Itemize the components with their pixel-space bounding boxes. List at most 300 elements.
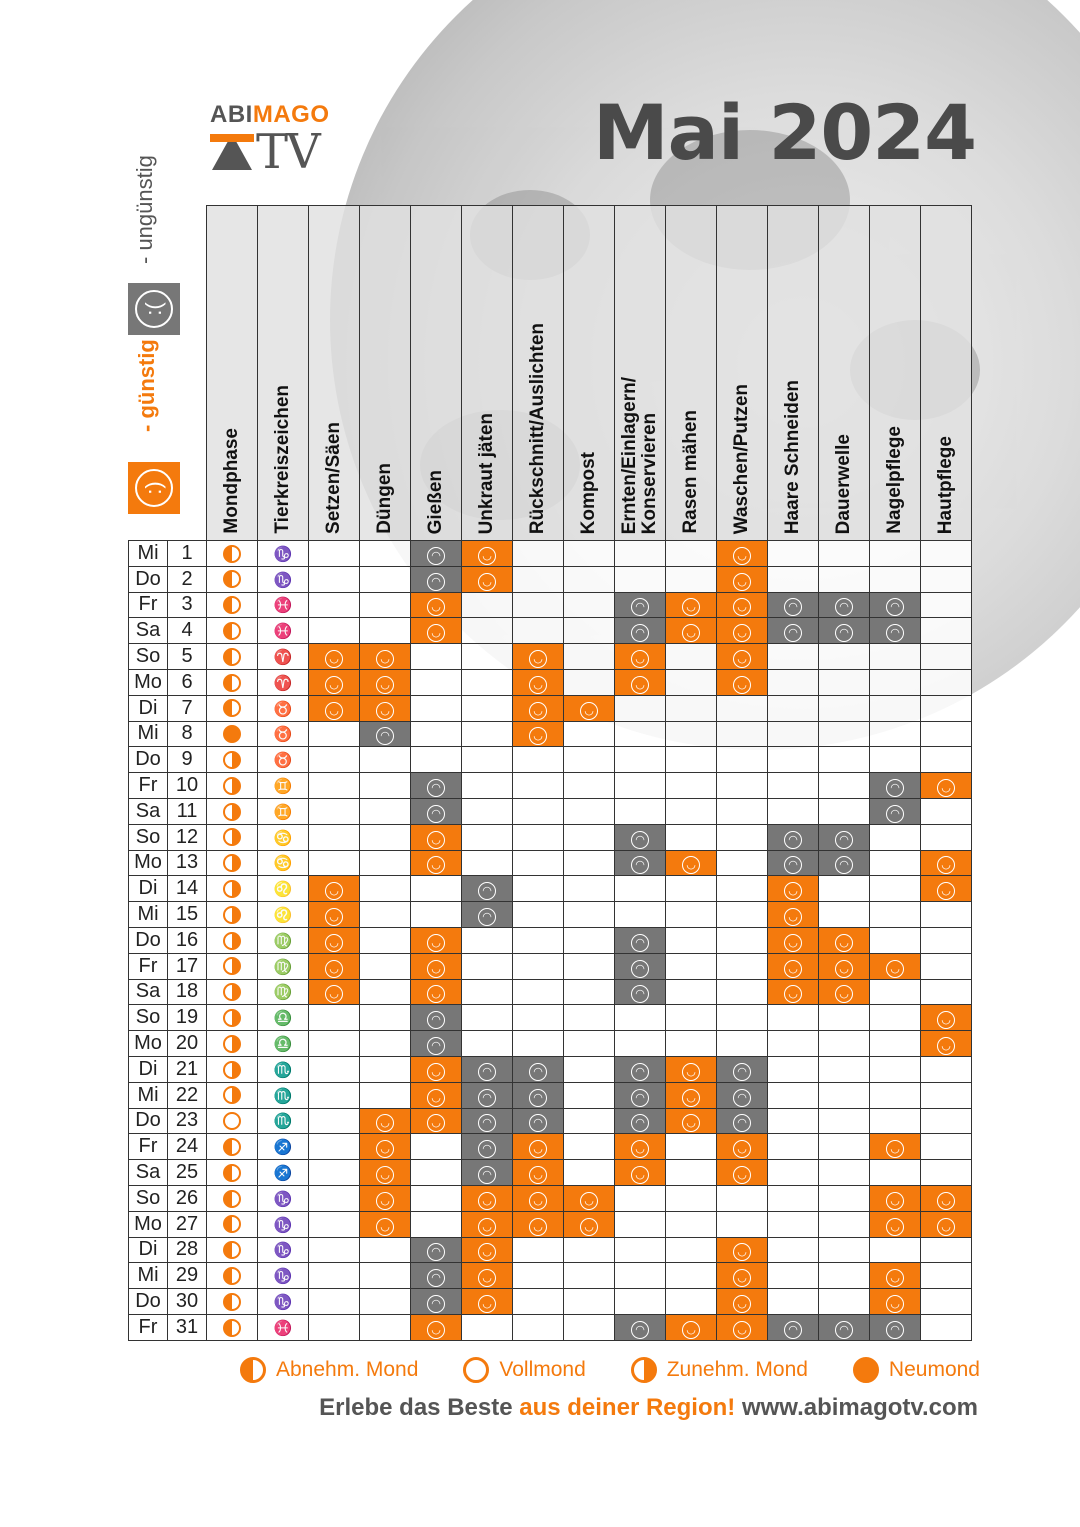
- zodiac-cell: [258, 1289, 309, 1315]
- favorable-cell: [513, 695, 564, 721]
- empty-cell: [564, 541, 615, 567]
- unfavorable-cell: [411, 773, 462, 799]
- column-header-label: Waschen/Putzen: [731, 383, 752, 534]
- empty-cell: [309, 1237, 360, 1263]
- empty-cell: [462, 798, 513, 824]
- empty-cell: [768, 644, 819, 670]
- column-header: [615, 206, 666, 541]
- empty-cell: [768, 541, 819, 567]
- moon-wax-icon: [631, 1357, 657, 1383]
- smiley-face-icon: ◡: [835, 985, 853, 1003]
- column-header: [360, 206, 411, 541]
- weekday-cell: Fr: [129, 773, 168, 799]
- smiley-face-icon: ◡: [427, 624, 445, 642]
- table-row: [129, 541, 972, 567]
- empty-cell: [309, 824, 360, 850]
- smiley-face-icon: ◡: [478, 1295, 496, 1313]
- zodiac-icon: ♎: [273, 1036, 293, 1054]
- smiley-face-icon: ◡: [376, 650, 394, 668]
- empty-cell: [921, 747, 972, 773]
- empty-cell: [870, 850, 921, 876]
- favorable-cell: [717, 1134, 768, 1160]
- empty-cell: [360, 1056, 411, 1082]
- empty-cell: [564, 1056, 615, 1082]
- unfavorable-cell: [870, 1314, 921, 1340]
- favorable-cell: [870, 1289, 921, 1315]
- empty-cell: [513, 876, 564, 902]
- unfavorable-cell: [768, 618, 819, 644]
- favorable-cell: [411, 1056, 462, 1082]
- table-row: [129, 669, 972, 695]
- empty-cell: [462, 747, 513, 773]
- smiley-face-icon: ◡: [529, 1218, 547, 1236]
- empty-cell: [666, 902, 717, 928]
- smiley-face-icon: ◡: [631, 1140, 649, 1158]
- smiley-face-icon: ◡: [733, 1295, 751, 1313]
- unfavorable-cell: [819, 824, 870, 850]
- unfavorable-cell: [411, 566, 462, 592]
- column-header-label: Düngen: [374, 463, 395, 534]
- smiley-face-icon: ◡: [733, 1243, 751, 1261]
- empty-cell: [768, 669, 819, 695]
- smiley-face-icon: ◡: [733, 650, 751, 668]
- empty-cell: [921, 1134, 972, 1160]
- empty-cell: [564, 618, 615, 644]
- smiley-face-icon: ◡: [886, 1140, 904, 1158]
- date-cell: 12: [168, 824, 207, 850]
- empty-cell: [360, 747, 411, 773]
- favorable-cell: [666, 618, 717, 644]
- empty-cell: [921, 618, 972, 644]
- empty-cell: [921, 721, 972, 747]
- lunar-calendar-table: [128, 205, 972, 1341]
- empty-cell: [870, 1082, 921, 1108]
- weekday-cell: Mi: [129, 721, 168, 747]
- empty-cell: [360, 566, 411, 592]
- zodiac-cell: [258, 721, 309, 747]
- table-row: [129, 1082, 972, 1108]
- date-cell: 10: [168, 773, 207, 799]
- unfavorable-cell: [513, 1108, 564, 1134]
- favorable-cell: [309, 695, 360, 721]
- smiley-face-icon: ◡: [886, 1192, 904, 1210]
- favorable-cell: [717, 618, 768, 644]
- empty-cell: [615, 541, 666, 567]
- zodiac-cell: [258, 798, 309, 824]
- empty-cell: [666, 979, 717, 1005]
- empty-cell: [768, 747, 819, 773]
- table-row: [129, 618, 972, 644]
- favorable-cell: [309, 669, 360, 695]
- favorable-cell: [513, 1185, 564, 1211]
- moon-wan-icon: [223, 1293, 241, 1311]
- smiley-face-icon: ◡: [682, 856, 700, 874]
- empty-cell: [564, 1005, 615, 1031]
- empty-cell: [564, 721, 615, 747]
- empty-cell: [666, 824, 717, 850]
- favorable-cell: [360, 1185, 411, 1211]
- weekday-cell: Fr: [129, 1314, 168, 1340]
- footer-slogan: [319, 1394, 978, 1422]
- zodiac-cell: [258, 1031, 309, 1057]
- smiley-face-icon: ◡: [325, 985, 343, 1003]
- moon-wan-icon: [240, 1357, 266, 1383]
- empty-cell: [309, 773, 360, 799]
- legend-label: Neumond: [888, 1358, 980, 1381]
- empty-cell: [768, 1237, 819, 1263]
- moon-phase-cell: [207, 798, 258, 824]
- empty-cell: [921, 798, 972, 824]
- empty-cell: [921, 1082, 972, 1108]
- empty-cell: [666, 695, 717, 721]
- legend-item: [853, 1357, 980, 1383]
- favorable-cell: [717, 1289, 768, 1315]
- smiley-face-icon: ◡: [427, 1063, 445, 1081]
- empty-cell: [615, 747, 666, 773]
- empty-cell: [411, 721, 462, 747]
- date-cell: 4: [168, 618, 207, 644]
- favorable-cell: [462, 1185, 513, 1211]
- empty-cell: [870, 1108, 921, 1134]
- date-cell: 14: [168, 876, 207, 902]
- sad-face-icon: ◠: [478, 1166, 496, 1184]
- empty-cell: [819, 798, 870, 824]
- column-header-label: Unkraut jäten: [476, 412, 497, 534]
- favorable-cell: [411, 979, 462, 1005]
- favorable-cell: [666, 850, 717, 876]
- zodiac-icon: ♎: [273, 1010, 293, 1028]
- sad-face-icon: ◠: [631, 1321, 649, 1339]
- empty-cell: [819, 902, 870, 928]
- moon-phase-cell: [207, 953, 258, 979]
- favorable-cell: [666, 1056, 717, 1082]
- favorable-cell: [411, 824, 462, 850]
- zodiac-cell: [258, 773, 309, 799]
- zodiac-cell: [258, 876, 309, 902]
- empty-cell: [870, 566, 921, 592]
- moon-wax-icon: [223, 1086, 241, 1104]
- empty-cell: [819, 566, 870, 592]
- smiley-face-icon: ◡: [376, 676, 394, 694]
- zodiac-icon: ♊: [273, 778, 293, 796]
- unfavorable-cell: [615, 618, 666, 644]
- empty-cell: [768, 566, 819, 592]
- smiley-face-icon: ◡: [529, 650, 547, 668]
- empty-cell: [564, 824, 615, 850]
- favorable-cell: [870, 1134, 921, 1160]
- empty-cell: [309, 1005, 360, 1031]
- column-header: [309, 206, 360, 541]
- table-body: [129, 541, 972, 1341]
- moon-wax-icon: [223, 777, 241, 795]
- zodiac-cell: [258, 592, 309, 618]
- empty-cell: [819, 1237, 870, 1263]
- empty-cell: [360, 592, 411, 618]
- empty-cell: [513, 1263, 564, 1289]
- empty-cell: [819, 1289, 870, 1315]
- empty-cell: [411, 876, 462, 902]
- moon-new-icon: [223, 725, 241, 743]
- smiley-face-icon: ◡: [376, 702, 394, 720]
- smiley-face-icon: ◡: [529, 1166, 547, 1184]
- smiley-face-icon: ◡: [325, 960, 343, 978]
- favorable-cell: [564, 695, 615, 721]
- unfavorable-cell: [411, 541, 462, 567]
- favorable-cell: [921, 773, 972, 799]
- zodiac-cell: [258, 824, 309, 850]
- smiley-face-icon: ◡: [325, 650, 343, 668]
- empty-cell: [462, 1314, 513, 1340]
- logo-text-mago: MAGO: [252, 101, 330, 128]
- unfavorable-cell: [819, 1314, 870, 1340]
- empty-cell: [360, 1082, 411, 1108]
- moon-phase-cell: [207, 1237, 258, 1263]
- table-row: [129, 1237, 972, 1263]
- empty-cell: [513, 1237, 564, 1263]
- empty-cell: [819, 695, 870, 721]
- zodiac-cell: [258, 902, 309, 928]
- favorable-cell: [615, 669, 666, 695]
- sad-face-icon: ◠: [784, 598, 802, 616]
- column-header: [564, 206, 615, 541]
- empty-cell: [564, 902, 615, 928]
- empty-cell: [819, 1211, 870, 1237]
- sad-face-icon: ◠: [376, 727, 394, 745]
- unfavorable-cell: [411, 798, 462, 824]
- moon-phase-cell: [207, 1185, 258, 1211]
- empty-cell: [819, 669, 870, 695]
- empty-cell: [870, 1005, 921, 1031]
- moon-full-icon: [223, 1112, 241, 1130]
- date-cell: 9: [168, 747, 207, 773]
- weekday-cell: Mi: [129, 1082, 168, 1108]
- sad-face-icon: ◠: [784, 856, 802, 874]
- date-cell: 28: [168, 1237, 207, 1263]
- moon-phase-cell: [207, 592, 258, 618]
- abimago-tv-logo[interactable]: [210, 102, 340, 182]
- favorable-cell: [564, 1185, 615, 1211]
- column-header-label: Tierkreiszeichen: [272, 385, 293, 534]
- favorable-cell: [360, 1211, 411, 1237]
- empty-cell: [564, 979, 615, 1005]
- empty-cell: [870, 644, 921, 670]
- empty-cell: [870, 902, 921, 928]
- moon-phase-cell: [207, 824, 258, 850]
- unfavorable-cell: [615, 1314, 666, 1340]
- footer-highlight: aus deiner Region!: [519, 1394, 736, 1421]
- favorable-cell: [462, 541, 513, 567]
- empty-cell: [819, 541, 870, 567]
- favorable-cell: [360, 669, 411, 695]
- smiley-face-icon: ◡: [682, 1089, 700, 1107]
- weekday-cell: Do: [129, 1289, 168, 1315]
- moon-phase-cell: [207, 1082, 258, 1108]
- zodiac-icon: ♏: [273, 1087, 293, 1105]
- empty-cell: [462, 773, 513, 799]
- empty-cell: [666, 1185, 717, 1211]
- sad-face-icon: ◠: [427, 805, 445, 823]
- zodiac-cell: [258, 1185, 309, 1211]
- zodiac-icon: ♑: [273, 545, 293, 563]
- favorable-cell: [615, 644, 666, 670]
- moon-wax-icon: [223, 957, 241, 975]
- empty-cell: [411, 695, 462, 721]
- smiley-face-icon: ◡: [784, 960, 802, 978]
- sad-face-icon: ◠: [427, 1295, 445, 1313]
- sad-face-icon: ◠: [784, 831, 802, 849]
- empty-cell: [360, 876, 411, 902]
- moon-phase-cell: [207, 1056, 258, 1082]
- empty-cell: [564, 850, 615, 876]
- favorable-cell: [462, 1211, 513, 1237]
- sad-face-icon: ◠: [631, 598, 649, 616]
- empty-cell: [819, 747, 870, 773]
- zodiac-cell: [258, 747, 309, 773]
- favorable-cell: [360, 1160, 411, 1186]
- unfavorable-cell: [615, 1108, 666, 1134]
- zodiac-icon: ♈: [273, 674, 293, 692]
- smiley-face-icon: ◡: [376, 1114, 394, 1132]
- empty-cell: [921, 979, 972, 1005]
- favorable-cell: [564, 1211, 615, 1237]
- moon-phase-cell: [207, 902, 258, 928]
- empty-cell: [666, 721, 717, 747]
- favorable-cell: [870, 1211, 921, 1237]
- weekday-cell: Mo: [129, 1031, 168, 1057]
- empty-cell: [462, 695, 513, 721]
- empty-cell: [513, 1005, 564, 1031]
- empty-cell: [615, 1031, 666, 1057]
- unfavorable-cell: [411, 1263, 462, 1289]
- moon-phase-cell: [207, 1263, 258, 1289]
- smiley-face-icon: ◡: [478, 573, 496, 591]
- empty-cell: [360, 824, 411, 850]
- empty-cell: [768, 695, 819, 721]
- empty-cell: [309, 721, 360, 747]
- moon-wax-icon: [223, 1035, 241, 1053]
- moon-wax-icon: [223, 828, 241, 846]
- favorable-cell: [870, 1263, 921, 1289]
- moon-phase-cell: [207, 669, 258, 695]
- favorable-cell: [717, 644, 768, 670]
- favorable-cell: [921, 1005, 972, 1031]
- smiley-face-icon: ◡: [733, 1166, 751, 1184]
- smiley-face-icon: ◡: [427, 831, 445, 849]
- empty-cell: [564, 1082, 615, 1108]
- zodiac-icon: ♍: [273, 932, 293, 950]
- favorable-cell: [717, 566, 768, 592]
- sad-face-icon: ◠: [478, 908, 496, 926]
- smiley-face-icon: ◡: [733, 598, 751, 616]
- empty-cell: [870, 927, 921, 953]
- moon-wax-icon: [223, 1061, 241, 1079]
- empty-cell: [462, 979, 513, 1005]
- footer-url[interactable]: www.abimagotv.com: [735, 1394, 978, 1421]
- zodiac-icon: ♑: [273, 1294, 293, 1311]
- empty-cell: [921, 695, 972, 721]
- moon-wan-icon: [223, 596, 241, 614]
- date-cell: 15: [168, 902, 207, 928]
- zodiac-icon: ♑: [273, 1216, 293, 1234]
- moon-phase-cell: [207, 1289, 258, 1315]
- weekday-cell: Mo: [129, 669, 168, 695]
- smiley-face-icon: ◡: [937, 1011, 955, 1029]
- smiley-face-icon: ◡: [682, 624, 700, 642]
- empty-cell: [717, 1211, 768, 1237]
- empty-cell: [666, 773, 717, 799]
- empty-cell: [870, 541, 921, 567]
- smiley-face-icon: ◡: [733, 547, 751, 565]
- empty-cell: [309, 1263, 360, 1289]
- smiley-face-icon: ◡: [478, 1218, 496, 1236]
- smiley-face-icon: ◡: [478, 547, 496, 565]
- column-header-label: Setzen/Säen: [323, 422, 344, 534]
- empty-cell: [921, 1289, 972, 1315]
- date-cell: 3: [168, 592, 207, 618]
- unfavorable-cell: [462, 1160, 513, 1186]
- table-header-row: [129, 206, 972, 541]
- date-cell: 23: [168, 1108, 207, 1134]
- empty-cell: [513, 850, 564, 876]
- moon-full-icon: [463, 1357, 489, 1383]
- moon-wax-icon: [223, 932, 241, 950]
- empty-cell: [921, 902, 972, 928]
- zodiac-icon: ♏: [273, 1113, 293, 1131]
- favorable-cell: [870, 953, 921, 979]
- favorable-cell: [921, 850, 972, 876]
- column-header-label: Haare Schneiden: [782, 379, 803, 534]
- weekday-cell: Fr: [129, 592, 168, 618]
- empty-cell: [360, 1237, 411, 1263]
- empty-cell: [309, 747, 360, 773]
- smiley-face-icon: ◡: [325, 676, 343, 694]
- unfavorable-cell: [717, 1108, 768, 1134]
- moon-phase-cell: [207, 1160, 258, 1186]
- column-header-label: Mondphase: [221, 428, 242, 534]
- smiley-face-icon: ◡: [427, 934, 445, 952]
- unfavorable-cell: [411, 1289, 462, 1315]
- empty-cell: [870, 1056, 921, 1082]
- weekday-cell: Sa: [129, 618, 168, 644]
- column-header: [819, 206, 870, 541]
- column-header-label: Dauerwelle: [833, 433, 854, 534]
- unfavorable-cell: [768, 824, 819, 850]
- empty-cell: [717, 953, 768, 979]
- sad-face-icon: ◠: [631, 960, 649, 978]
- empty-cell: [309, 1031, 360, 1057]
- empty-cell: [819, 1263, 870, 1289]
- sad-face-icon: ◠: [784, 624, 802, 642]
- table-row: [129, 1108, 972, 1134]
- zodiac-icon: ♑: [273, 571, 293, 589]
- smiley-face-icon: ◡: [835, 960, 853, 978]
- moon-wan-icon: [223, 699, 241, 717]
- column-header: [717, 206, 768, 541]
- date-cell: 31: [168, 1314, 207, 1340]
- empty-cell: [615, 721, 666, 747]
- empty-cell: [666, 1160, 717, 1186]
- empty-cell: [564, 773, 615, 799]
- empty-cell: [666, 541, 717, 567]
- empty-cell: [615, 1211, 666, 1237]
- zodiac-cell: [258, 1005, 309, 1031]
- empty-cell: [564, 747, 615, 773]
- zodiac-cell: [258, 927, 309, 953]
- sad-face-icon: ◠: [886, 624, 904, 642]
- zodiac-icon: ♉: [273, 700, 293, 718]
- zodiac-icon: ♍: [273, 984, 293, 1002]
- smiley-face-icon: ◡: [376, 1218, 394, 1236]
